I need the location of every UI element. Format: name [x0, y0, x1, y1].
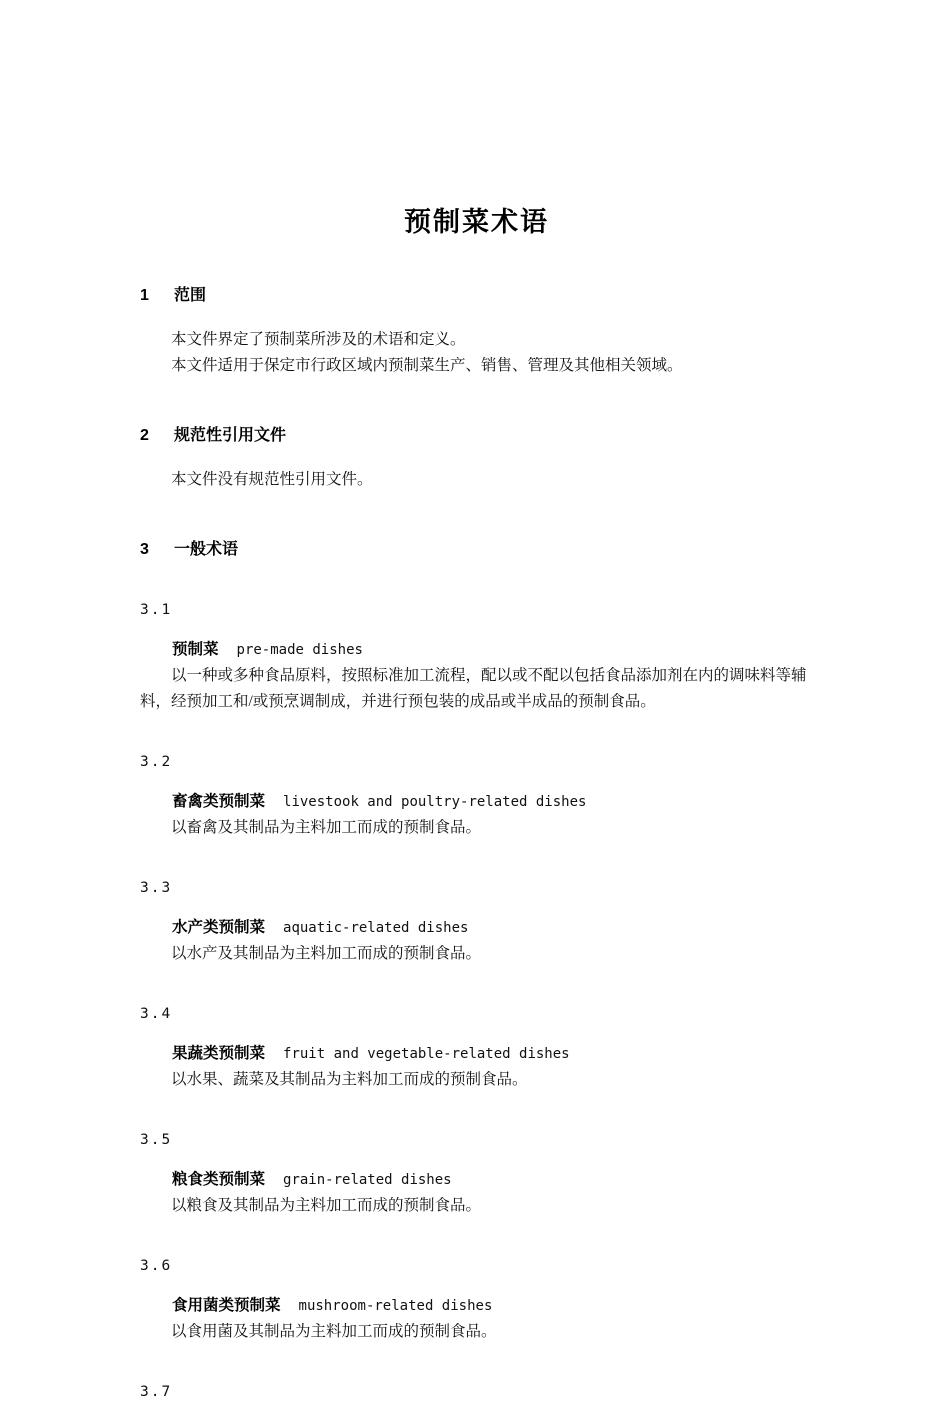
term-chinese: 预制菜	[172, 641, 219, 658]
term-definition: 以食用菌及其制品为主料加工而成的预制食品。	[171, 1323, 497, 1340]
term-block	[140, 597, 813, 715]
term-number: 3.7	[140, 1384, 173, 1400]
term-definition: 以水产及其制品为主料加工而成的预制食品。	[171, 945, 482, 962]
term-definition: 以畜禽及其制品为主料加工而成的预制食品。	[171, 819, 482, 836]
term-line	[140, 789, 813, 815]
term-english: aquatic-related dishes	[283, 920, 469, 936]
term-english: pre-made dishes	[236, 642, 363, 658]
term-number: 3.1	[140, 602, 173, 618]
term-english: mushroom-related dishes	[298, 1298, 493, 1314]
term-line	[140, 1167, 813, 1193]
term-definition: 以一种或多种食品原料，按照标准加工流程，配以或不配以包括食品添加剂在内的调味料等辅料，经预加工和/或预烹调制成，并进行预包装的成品或半成品的预制食品。	[140, 667, 807, 710]
document-title: 预制菜术语	[404, 207, 549, 237]
section-heading-normative-references	[140, 423, 813, 449]
paragraph: 本文件界定了预制菜所涉及的术语和定义。	[171, 331, 466, 348]
term-chinese: 粮食类预制菜	[172, 1171, 266, 1188]
term-block	[140, 1379, 813, 1405]
paragraph: 本文件适用于保定市行政区域内预制菜生产、销售、管理及其他相关领域。	[171, 357, 683, 374]
term-block	[140, 1001, 813, 1093]
section-label: 一般术语	[174, 541, 239, 558]
term-line	[140, 1041, 813, 1067]
term-english: fruit and vegetable-related dishes	[283, 1046, 570, 1062]
section-label: 规范性引用文件	[174, 427, 287, 444]
term-block	[140, 1127, 813, 1219]
section-label: 范围	[174, 287, 207, 304]
term-line	[140, 915, 813, 941]
section-number: 1	[140, 287, 149, 304]
section-number: 2	[140, 427, 149, 444]
paragraph: 本文件没有规范性引用文件。	[171, 471, 373, 488]
term-chinese: 果蔬类预制菜	[172, 1045, 266, 1062]
term-number: 3.6	[140, 1258, 173, 1274]
section-body-scope	[140, 327, 813, 379]
term-line	[140, 637, 813, 663]
term-block	[140, 749, 813, 841]
term-block	[140, 1253, 813, 1345]
term-chinese: 食用菌类预制菜	[172, 1297, 281, 1314]
term-english: grain-related dishes	[283, 1172, 452, 1188]
term-definition: 以水果、蔬菜及其制品为主料加工而成的预制食品。	[171, 1071, 528, 1088]
term-number: 3.2	[140, 754, 173, 770]
term-line	[140, 1293, 813, 1319]
term-definition: 以粮食及其制品为主料加工而成的预制食品。	[171, 1197, 482, 1214]
section-heading-scope	[140, 283, 813, 309]
term-number: 3.5	[140, 1132, 173, 1148]
term-chinese: 水产类预制菜	[172, 919, 266, 936]
section-number: 3	[140, 541, 149, 558]
term-chinese: 畜禽类预制菜	[172, 793, 266, 810]
section-heading-general-terms	[140, 537, 813, 563]
term-block	[140, 875, 813, 967]
term-number: 3.4	[140, 1006, 173, 1022]
section-body-normative-references	[140, 467, 813, 493]
term-english: livestook and poultry-related dishes	[283, 794, 587, 810]
term-number: 3.3	[140, 880, 173, 896]
